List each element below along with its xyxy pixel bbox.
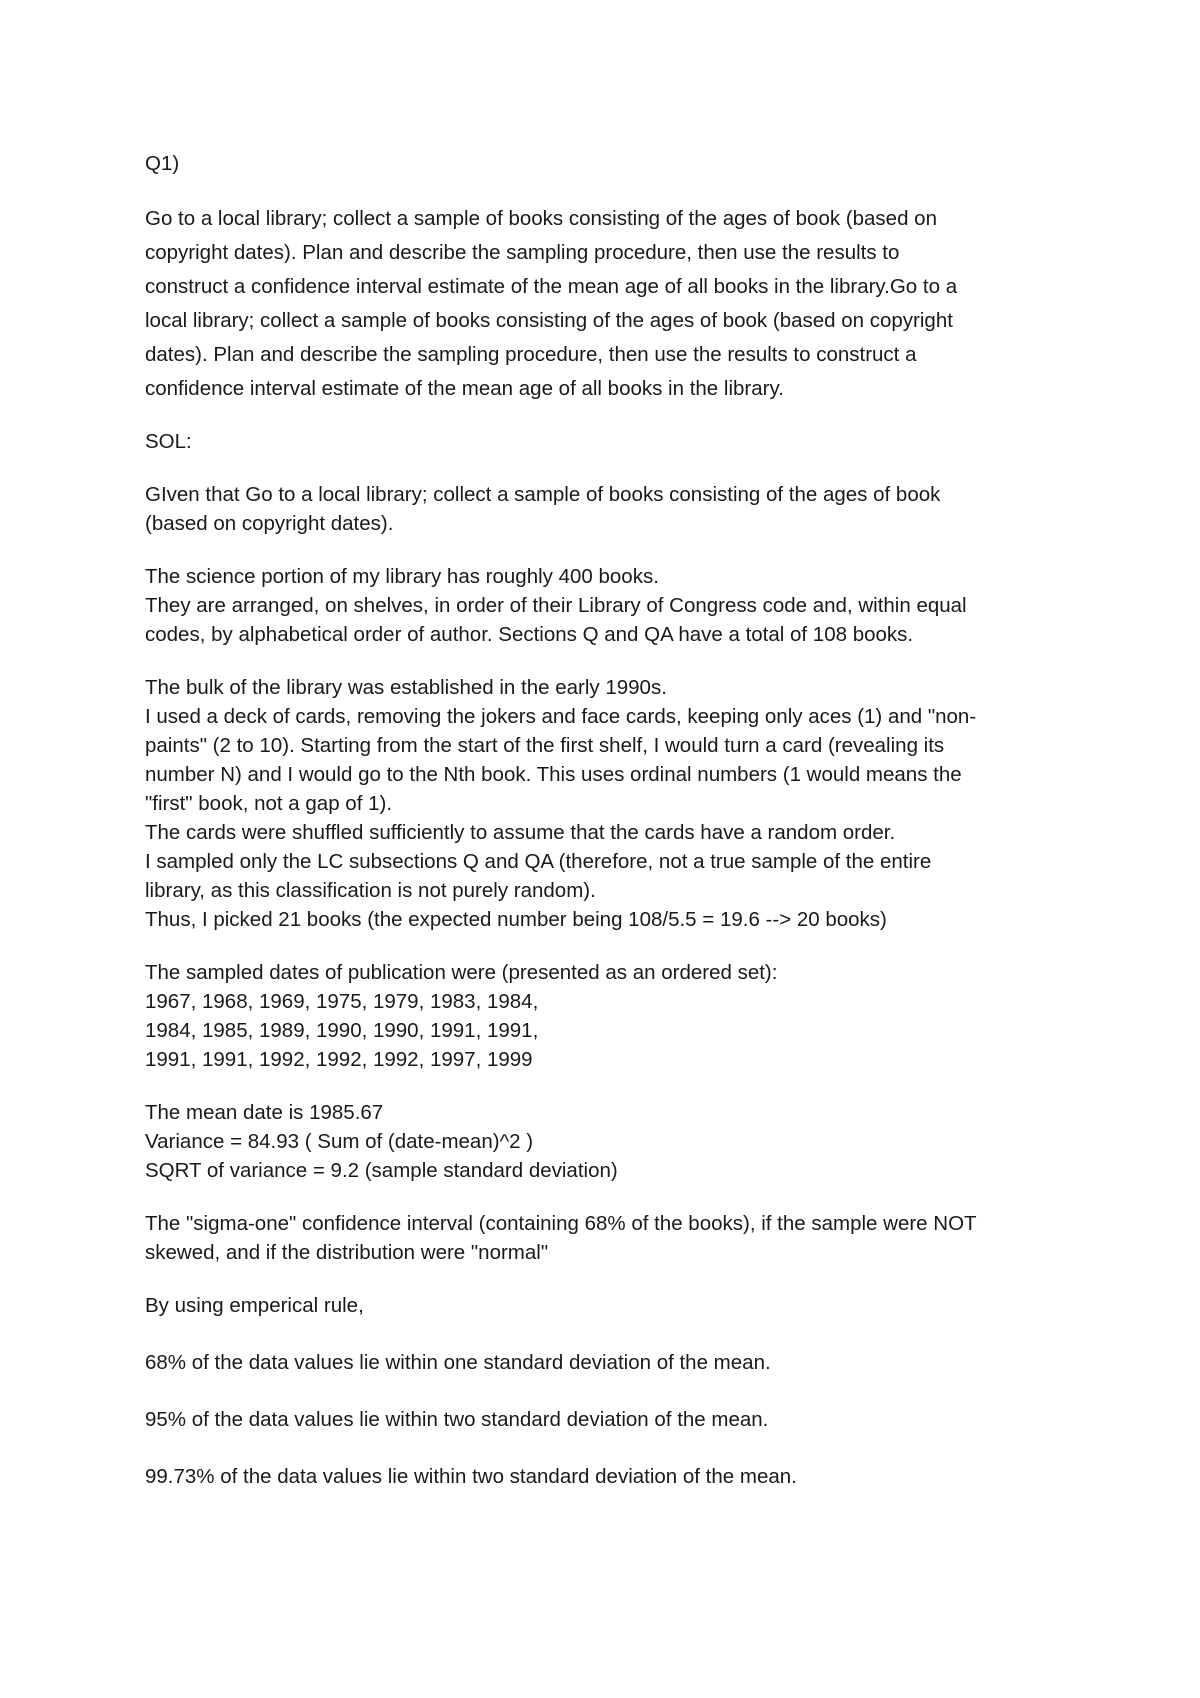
question-label: Q1) bbox=[145, 152, 180, 175]
sampling-procedure bbox=[145, 673, 1065, 934]
text-line: 1984, 1985, 1989, 1990, 1990, 1991, 1991, bbox=[145, 1019, 539, 1042]
text-line: The science portion of my library has roughly 400 books. bbox=[145, 565, 659, 588]
confidence-interval-text bbox=[145, 1209, 1065, 1267]
text-line: GIven that Go to a local library; collect a sample of books consisting of the ages of book bbox=[145, 483, 941, 506]
text-line: SQRT of variance = 9.2 (sample standard deviation) bbox=[145, 1159, 618, 1182]
solution-label: SOL: bbox=[145, 430, 192, 453]
text-line: 1991, 1991, 1992, 1992, 1992, 1997, 1999 bbox=[145, 1048, 533, 1071]
text-line: dates). Plan and describe the sampling procedure, then use the results to construct a bbox=[145, 343, 917, 366]
text-line: (based on copyright dates). bbox=[145, 512, 394, 535]
text-line: "first" book, not a gap of 1). bbox=[145, 792, 393, 815]
document-content bbox=[145, 150, 1065, 1519]
library-description bbox=[145, 562, 1065, 649]
text-line: The "sigma-one" confidence interval (containing 68% of the books), if the sample were NOT bbox=[145, 1212, 977, 1235]
text-line: The bulk of the library was established in the early 1990s. bbox=[145, 676, 667, 699]
text-line: paints" (2 to 10). Starting from the start of the first shelf, I would turn a card (revealing its bbox=[145, 734, 945, 757]
text-line: copyright dates). Plan and describe the sampling procedure, then use the results to bbox=[145, 241, 900, 264]
empirical-rule-99: 99.73% of the data values lie within two standard deviation of the mean. bbox=[145, 1465, 797, 1488]
empirical-rule-68: 68% of the data values lie within one standard deviation of the mean. bbox=[145, 1351, 771, 1374]
question-text bbox=[145, 202, 1065, 406]
text-line: local library; collect a sample of books consisting of the ages of book (based on copyright bbox=[145, 309, 953, 332]
text-line: Variance = 84.93 ( Sum of (date-mean)^2 ) bbox=[145, 1130, 534, 1153]
text-line: I sampled only the LC subsections Q and QA (therefore, not a true sample of the entire bbox=[145, 850, 932, 873]
text-line: They are arranged, on shelves, in order of their Library of Congress code and, within equal bbox=[145, 594, 967, 617]
summary-statistics bbox=[145, 1098, 1065, 1185]
text-line: skewed, and if the distribution were "normal" bbox=[145, 1241, 549, 1264]
text-line: construct a confidence interval estimate of the mean age of all books in the library.Go to a bbox=[145, 275, 958, 298]
given-text bbox=[145, 480, 1065, 538]
text-line: The sampled dates of publication were (presented as an ordered set): bbox=[145, 961, 778, 984]
text-line: I used a deck of cards, removing the jokers and face cards, keeping only aces (1) and "non- bbox=[145, 705, 977, 728]
empirical-rule-intro: By using emperical rule, bbox=[145, 1294, 364, 1317]
text-line: codes, by alphabetical order of author. Sections Q and QA have a total of 108 books. bbox=[145, 623, 914, 646]
text-line: The cards were shuffled sufficiently to assume that the cards have a random order. bbox=[145, 821, 896, 844]
text-line: library, as this classification is not purely random). bbox=[145, 879, 596, 902]
text-line: The mean date is 1985.67 bbox=[145, 1101, 384, 1124]
text-line: number N) and I would go to the Nth book. This uses ordinal numbers (1 would means the bbox=[145, 763, 962, 786]
text-line: 1967, 1968, 1969, 1975, 1979, 1983, 1984, bbox=[145, 990, 539, 1013]
sampled-dates bbox=[145, 958, 1065, 1074]
text-line: Thus, I picked 21 books (the expected number being 108/5.5 = 19.6 --> 20 books) bbox=[145, 908, 887, 931]
empirical-rule-95: 95% of the data values lie within two standard deviation of the mean. bbox=[145, 1408, 769, 1431]
text-line: confidence interval estimate of the mean age of all books in the library. bbox=[145, 377, 784, 400]
text-line: Go to a local library; collect a sample of books consisting of the ages of book (based on bbox=[145, 207, 937, 230]
